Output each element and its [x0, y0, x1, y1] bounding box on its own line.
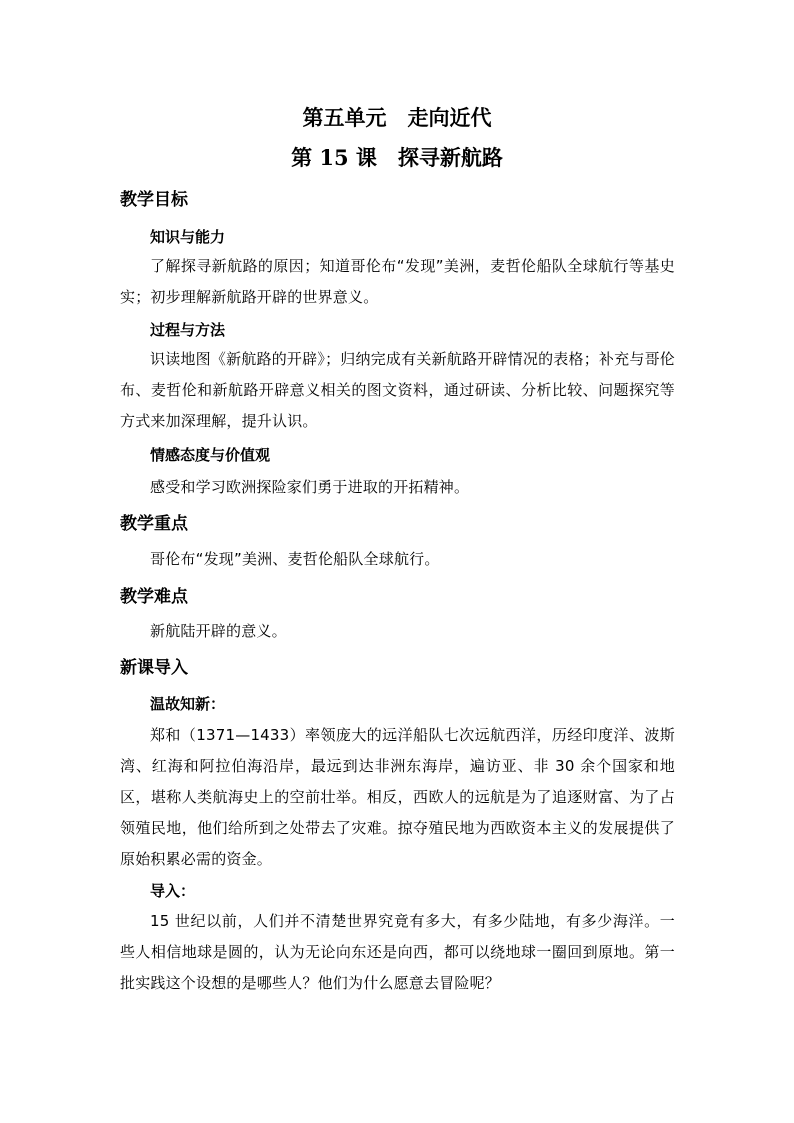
difficulties-text: 新航陆开辟的意义。 — [150, 622, 287, 640]
intro-heading: 新课导入 — [120, 658, 188, 678]
emotion-text: 感受和学习欧洲探险家们勇于进取的开拓精神。 — [150, 478, 470, 496]
key-points-text: 哥伦布“发现”美洲、麦哲伦船队全球航行。 — [150, 550, 440, 568]
process-text: 识读地图《新航路的开辟》；归纳完成有关新航路开辟情况的表格；补充与哥伦布、麦哲伦和新航路开辟意义相关的图文资料，通过研读、分析比较、问题探究等方式来加深理解，提升认识。 — [120, 350, 675, 430]
knowledge-text: 了解探寻新航路的原因；知道哥伦布“发现”美洲，麦哲伦船队全球航行等基史实；初步理解新航路开辟的世界意义。 — [120, 257, 675, 306]
knowledge-heading: 知识与能力 — [150, 228, 226, 246]
difficulties-heading: 教学难点 — [120, 587, 188, 607]
review-text: 郑和（1371—1433）率领庞大的远洋船队七次远航西洋，历经印度洋、波斯湾、红海和阿拉伯海沿岸，最远到达非洲东海岸，遍访亚、非 30 余个国家和地区，堪称人类航海史上的空前壮举。相反，西欧人的远航是为了追逐财富、为了占领殖民地，他们给所到之处带去了灾难。掠夺殖民地为西欧资本主义的发展提供了原始积累必需的资金。 — [120, 726, 675, 868]
emotion-heading: 情感态度与价值观 — [150, 446, 271, 464]
key-points-heading: 教学重点 — [120, 514, 188, 534]
lesson-title: 第 15 课 探寻新航路 — [291, 145, 503, 170]
unit-title: 第五单元 走向近代 — [302, 105, 492, 130]
process-heading: 过程与方法 — [150, 321, 226, 339]
review-heading: 温故知新： — [150, 695, 226, 713]
lead-in-heading: 导入： — [150, 882, 196, 900]
lead-in-text: 15 世纪以前，人们并不清楚世界究竟有多大，有多少陆地，有多少海洋。一些人相信地球是圆的，认为无论向东还是向西，都可以绕地球一圈回到原地。第一批实践这个设想的是哪些人？他们为什么愿意去冒险呢？ — [120, 912, 675, 992]
objectives-heading: 教学目标 — [120, 190, 188, 210]
